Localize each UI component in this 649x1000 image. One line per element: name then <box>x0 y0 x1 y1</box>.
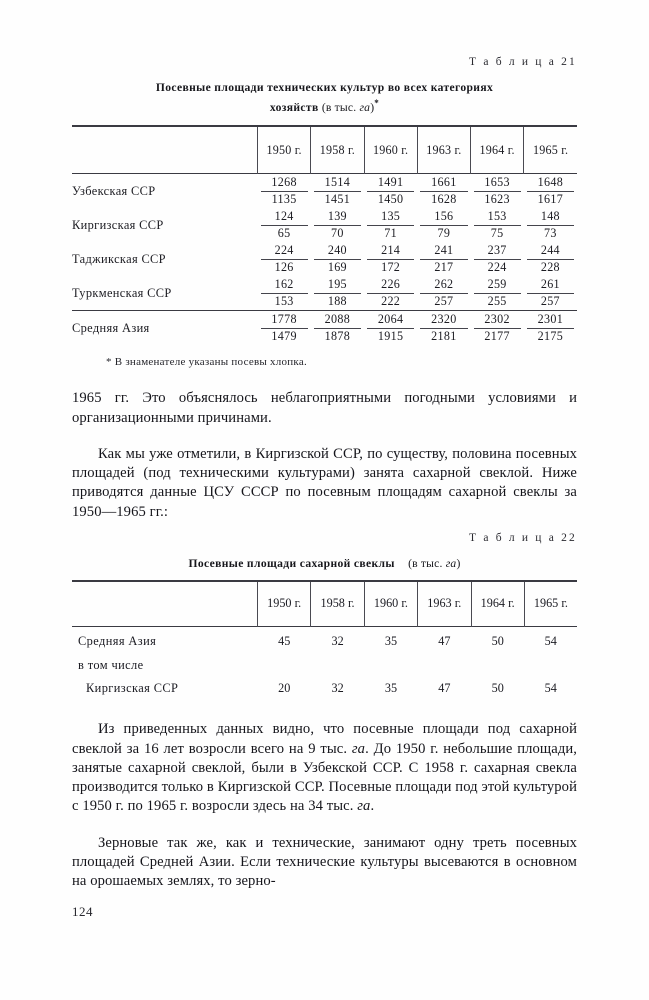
table-row <box>72 626 577 656</box>
denominator: 255 <box>487 293 507 308</box>
table21-cell-1-3 <box>417 208 470 242</box>
table21-unit-suffix: ) <box>370 100 375 114</box>
numerator: 124 <box>261 210 308 226</box>
table22-col-header-4: 1964 г. <box>471 581 524 627</box>
table21-cell-1-0 <box>258 208 311 242</box>
table21-unit-italic: га <box>359 100 371 114</box>
table22-title-text: Посевные площади сахарной свеклы <box>188 556 395 570</box>
denominator: 257 <box>434 293 454 308</box>
table21-cell-1-5 <box>524 208 577 242</box>
page-content <box>72 56 577 891</box>
denominator: 1450 <box>377 191 404 206</box>
denominator: 153 <box>274 293 294 308</box>
numerator: 139 <box>314 210 361 226</box>
denominator: 1878 <box>324 328 351 343</box>
paragraph-4: Зерновые так же, как и технические, занимают одну треть посевных площадей Средней Азии. Если технические культуры высеваются в основном на орошаемых землях, то зерно- <box>72 834 577 889</box>
table22-sub-label: в том числе <box>78 658 144 673</box>
paragraph-1: 1965 гг. Это объяснялось неблагоприятными погодными условиями и организационными причинами. <box>72 390 577 426</box>
table21-row-label-1: Киргизская ССР <box>72 217 164 232</box>
table-row <box>72 675 577 701</box>
table22-title <box>72 556 577 573</box>
table22-cell-0-4: 50 <box>491 634 504 648</box>
paragraph-3-part-a: Из приведенных данных видно, что посевные площади под сахарной свеклой за 16 лет возросли всего на 9 тыс. <box>72 721 577 757</box>
table21-footnote-marker: * <box>374 97 380 108</box>
table21-cell-2-4 <box>471 242 524 276</box>
numerator: 244 <box>527 244 574 260</box>
table22-caption-number: Т а б л и ц а 22 <box>469 531 577 544</box>
paragraph-3-part-c: . <box>370 798 375 815</box>
table22-cell-0-3: 47 <box>438 634 451 648</box>
denominator: 1479 <box>271 328 297 343</box>
table22-cell-1-4: 50 <box>491 680 504 695</box>
denominator: 2175 <box>537 328 564 343</box>
table21-cell-0-5 <box>524 174 577 209</box>
table21-cell-1-4 <box>471 208 524 242</box>
table21-body <box>72 174 577 346</box>
table22-row-label-0: Средняя Азия <box>78 634 157 648</box>
table22-unit-suffix: ) <box>456 556 461 570</box>
numerator: 2301 <box>527 313 574 329</box>
table21-col-header-5: 1965 г. <box>524 126 577 174</box>
table21-cell-1-1 <box>311 208 364 242</box>
table21-cell-3-0 <box>258 276 311 311</box>
table22-col-header-0: 1950 г. <box>258 581 311 627</box>
numerator: 224 <box>261 244 308 260</box>
table21-cell-2-0 <box>258 242 311 276</box>
spacer-cell-3 <box>418 656 471 675</box>
spacer-cell-5 <box>524 656 577 675</box>
table22 <box>72 580 577 702</box>
table21-cell-2-5 <box>524 242 577 276</box>
table21-header-row <box>72 126 577 174</box>
table21-title-line2: хозяйств <box>269 100 319 114</box>
numerator: 1491 <box>367 176 414 192</box>
table21-cell-0-0 <box>258 174 311 209</box>
table22-col-header-2: 1960 г. <box>364 581 417 627</box>
table21-cell-2-1 <box>311 242 364 276</box>
spacer-cell-0 <box>258 656 311 675</box>
denominator: 75 <box>490 225 504 240</box>
table21-row-label-2: Таджикская ССР <box>72 251 166 266</box>
numerator: 156 <box>420 210 467 226</box>
table22-cell-1-3: 47 <box>438 680 451 695</box>
denominator: 73 <box>544 225 557 240</box>
numerator: 214 <box>367 244 414 260</box>
numerator: 261 <box>527 278 574 294</box>
numerator: 1653 <box>474 176 521 192</box>
table22-stub-header <box>72 581 258 627</box>
denominator: 188 <box>327 293 347 308</box>
table21-cell-2-2 <box>364 242 417 276</box>
denominator: 2181 <box>431 328 457 343</box>
table21-total-row <box>72 311 577 346</box>
page-number: 124 <box>72 904 93 919</box>
table21-title <box>72 80 577 116</box>
table21-total-cell-1 <box>311 311 364 346</box>
denominator: 169 <box>327 259 347 274</box>
table22-unit-italic: га <box>445 556 457 570</box>
spacer-cell-2 <box>364 656 417 675</box>
numerator: 148 <box>527 210 574 226</box>
table21-cell-0-2 <box>364 174 417 209</box>
table21-row-label-0: Узбекская ССР <box>72 183 156 198</box>
table21-col-header-0: 1950 г. <box>258 126 311 174</box>
numerator: 1661 <box>420 176 467 192</box>
numerator: 1268 <box>261 176 308 192</box>
table21-total-cell-3 <box>417 311 470 346</box>
numerator: 237 <box>474 244 521 260</box>
paragraph-2: Как мы уже отметили, в Киргизской ССР, по существу, половина посевных площадей (под техническими культурами) занята сахарной свеклой. Ниже приводятся данные ЦСУ СССР по посевным площадям сахарной свеклы за 1950—1965 гг.: <box>72 445 577 520</box>
table21-col-header-1: 1958 г. <box>311 126 364 174</box>
denominator: 65 <box>277 225 291 240</box>
table22-cell-0-0: 45 <box>278 634 291 648</box>
table22-cell-1-5: 54 <box>544 680 557 695</box>
table-row <box>72 276 577 311</box>
table21-cell-3-2 <box>364 276 417 311</box>
table21-col-header-4: 1964 г. <box>471 126 524 174</box>
table21-row-label-3: Туркменская ССР <box>72 285 172 300</box>
table22-cell-0-1: 32 <box>331 634 344 648</box>
numerator: 2088 <box>314 313 361 329</box>
numerator: 262 <box>420 278 467 294</box>
denominator: 1451 <box>324 191 351 206</box>
numerator: 1778 <box>261 313 308 329</box>
table21-col-header-3: 1963 г. <box>417 126 470 174</box>
denominator: 1623 <box>484 191 510 206</box>
table21-total-cell-5 <box>524 311 577 346</box>
table22-sublabel-row <box>72 656 577 675</box>
table22-header-row <box>72 581 577 627</box>
numerator: 135 <box>367 210 414 226</box>
table22-col-header-3: 1963 г. <box>418 581 471 627</box>
table21-cell-0-4 <box>471 174 524 209</box>
table21-total-cell-2 <box>364 311 417 346</box>
denominator: 71 <box>384 225 397 240</box>
table-row <box>72 174 577 209</box>
table22-body <box>72 626 577 701</box>
table21-cell-3-4 <box>471 276 524 311</box>
denominator: 2177 <box>484 328 510 343</box>
table21-cell-2-3 <box>417 242 470 276</box>
numerator: 153 <box>474 210 521 226</box>
denominator: 224 <box>487 259 507 274</box>
table22-cell-1-1: 32 <box>331 680 344 695</box>
denominator: 1915 <box>377 328 404 343</box>
paragraph-3-part-b: . До 1950 г. небольшие площади, занятые сахарной свеклой, были в Узбекской ССР. С 1958 г. сахарная свекла производится только в Киргизской ССР. Посевные площади под этой культурой с 1950 г. по 1965 г. возросли здесь на 34 тыс. <box>72 740 578 815</box>
table21-footnote: * В знаменателе указаны посевы хлопка. <box>106 356 307 369</box>
table22-col-header-5: 1965 г. <box>524 581 577 627</box>
table-row <box>72 242 577 276</box>
numerator: 2064 <box>367 313 414 329</box>
numerator: 2302 <box>474 313 521 329</box>
numerator: 2320 <box>420 313 467 329</box>
table22-unit-prefix: (в тыс. <box>408 556 446 570</box>
table21-cell-3-1 <box>311 276 364 311</box>
table21-cell-3-3 <box>417 276 470 311</box>
spacer-cell-1 <box>311 656 364 675</box>
denominator: 1135 <box>271 191 297 206</box>
denominator: 79 <box>437 225 451 240</box>
table21-stub-header <box>72 126 258 174</box>
table22-cell-1-2: 35 <box>384 680 398 695</box>
paragraph-3-italic-2: га <box>357 798 371 815</box>
table21-total-label: Средняя Азия <box>72 320 150 335</box>
numerator: 240 <box>314 244 361 260</box>
table21-cell-0-1 <box>311 174 364 209</box>
numerator: 241 <box>420 244 467 260</box>
denominator: 257 <box>540 293 560 308</box>
denominator: 70 <box>331 225 344 240</box>
denominator: 217 <box>434 259 454 274</box>
denominator: 126 <box>274 259 294 274</box>
paragraph-3 <box>72 720 577 816</box>
denominator: 222 <box>381 293 401 308</box>
numerator: 1648 <box>527 176 574 192</box>
denominator: 1617 <box>537 191 564 206</box>
numerator: 259 <box>474 278 521 294</box>
table21-caption-number: Т а б л и ц а 21 <box>469 56 577 68</box>
table21-cell-1-2 <box>364 208 417 242</box>
table22-cell-0-5: 54 <box>544 634 557 648</box>
table22-cell-1-0: 20 <box>278 680 291 695</box>
denominator: 1628 <box>431 191 457 206</box>
table21-unit-prefix: (в тыс. <box>321 100 360 114</box>
denominator: 228 <box>540 259 560 274</box>
table21-cell-0-3 <box>417 174 470 209</box>
numerator: 1514 <box>314 176 361 192</box>
table21 <box>72 125 577 345</box>
table21-title-line1: Посевные площади технических культур во всех категориях <box>155 81 494 94</box>
table21-col-header-2: 1960 г. <box>364 126 417 174</box>
numerator: 226 <box>367 278 414 294</box>
table21-total-cell-0 <box>258 311 311 346</box>
numerator: 195 <box>314 278 361 294</box>
table21-total-cell-4 <box>471 311 524 346</box>
numerator: 162 <box>261 278 308 294</box>
table21-cell-3-5 <box>524 276 577 311</box>
paragraph-3-italic-1: га <box>351 740 366 757</box>
denominator: 172 <box>381 259 401 274</box>
table22-row-label-1: Киргизская ССР <box>86 680 179 695</box>
table-row <box>72 208 577 242</box>
spacer-cell-4 <box>471 656 524 675</box>
table22-cell-0-2: 35 <box>384 634 398 648</box>
table22-col-header-1: 1958 г. <box>311 581 364 627</box>
